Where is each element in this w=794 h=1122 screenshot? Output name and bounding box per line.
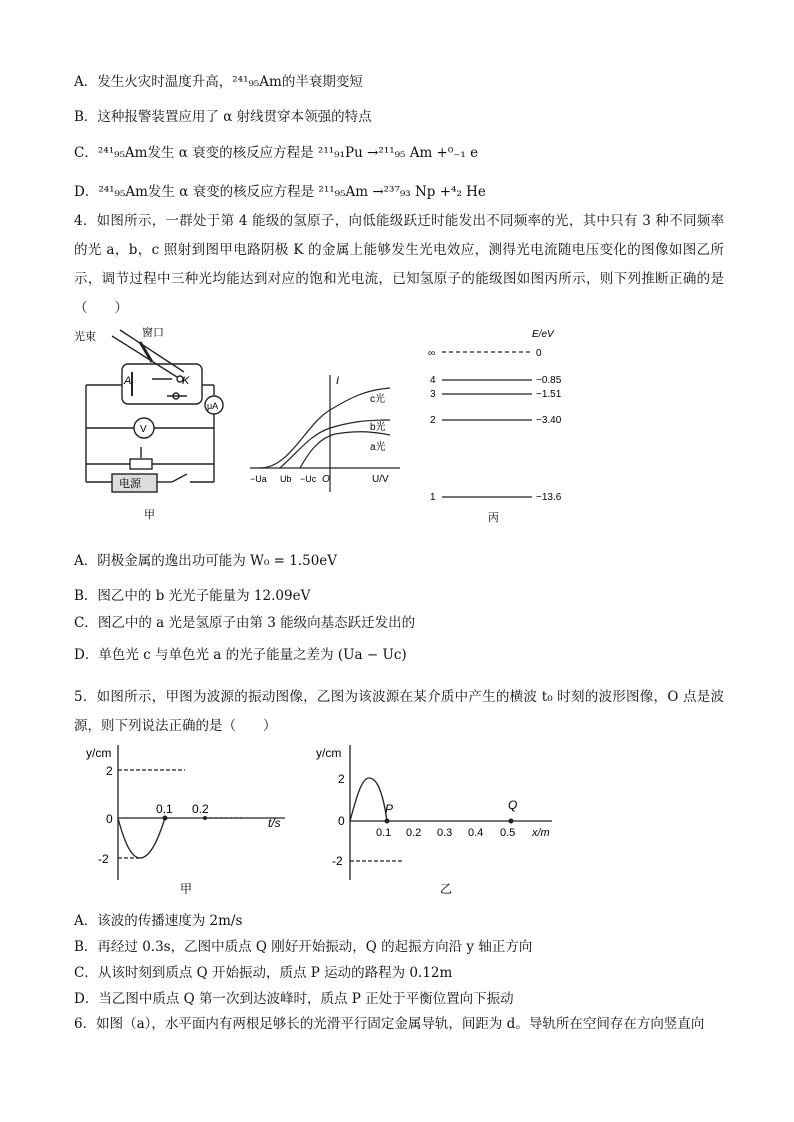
q5-yi-tick-m2: -2	[332, 854, 343, 868]
q4-origin: O	[322, 474, 330, 485]
q3-option-d[interactable]: D．²⁴¹₉₅Am发生 α 衰变的核反应方程是 ²¹¹₉₅Am →²³⁷₉₃ Np +⁴₂ He	[74, 184, 486, 200]
q5-jia-tick-01: 0.1	[156, 802, 173, 816]
q5-jia-axis-y: y/cm	[86, 746, 112, 760]
q4-energy-2: −3.40	[536, 415, 562, 426]
q5-yi-axis-x: x/m	[532, 827, 550, 839]
q5-option-a[interactable]: A．该波的传播速度为 2m/s	[74, 913, 243, 929]
q5-yi-tick-0: 0	[338, 814, 345, 828]
q4-label-c-light: c光	[370, 394, 385, 405]
q4-label-a-light: a光	[370, 442, 386, 453]
q4-label-voltmeter: V	[140, 424, 147, 435]
q4-energy-0: 0	[536, 348, 542, 359]
q5-option-c[interactable]: C．从该时刻到质点 Q 开始振动，质点 P 运动的路程为 0.12m	[74, 965, 453, 981]
q4-tick-ub: Ub	[280, 474, 292, 484]
q4-level-1: 1	[430, 492, 436, 503]
q4-label-b-light: b光	[370, 422, 386, 433]
q3-option-a[interactable]: A．发生火灾时温度升高，²⁴¹₉₅Am的半衰期变短	[74, 74, 363, 90]
q4-energy-3: −1.51	[536, 389, 562, 400]
q4-label-chuangkou: 窗口	[142, 327, 164, 339]
q5-jia-tick-m2: -2	[98, 852, 109, 866]
q4-level-inf: ∞	[428, 348, 436, 359]
q4-caption-jia: 甲	[144, 509, 155, 521]
q5-jia-tick-02: 0.2	[192, 802, 209, 816]
q4-level-2: 2	[430, 415, 436, 426]
q4-tick-ua: −Ua	[250, 474, 267, 484]
q4-label-guangshu: 光束	[74, 331, 96, 343]
q5-option-d[interactable]: D．当乙图中质点 Q 第一次到达波峰时，质点 P 正处于平衡位置向下振动	[74, 991, 514, 1007]
q4-tick-uc: −Uc	[300, 474, 317, 484]
q5-point-q: Q	[508, 798, 518, 812]
q5-yi-tick-2: 2	[338, 772, 345, 786]
q4-figure-jia-circuit	[72, 322, 242, 527]
q4-energy-1: −13.6	[536, 492, 562, 503]
q5-yi-tick-04: 0.4	[468, 827, 484, 839]
q4-label-microammeter: μA	[207, 401, 219, 411]
q4-axis-energy: E/eV	[532, 329, 554, 340]
q5-yi-axis-y: y/cm	[316, 746, 342, 760]
q6-stem: 6．如图（a），水平面内有两根足够长的光滑平行固定金属导轨，间距为 d。导轨所在空间存在方向竖直向	[74, 1016, 705, 1032]
q4-caption-bing: 丙	[488, 512, 499, 524]
q4-figure-bing-energy-levels	[420, 325, 580, 525]
q5-yi-tick-02: 0.2	[406, 827, 422, 839]
q4-option-d[interactable]: D．单色光 c 与单色光 a 的光子能量之差为 (Ua − Uc)	[74, 647, 407, 663]
q4-axis-i: I	[336, 375, 340, 387]
q4-stem: 4．如图所示，一群处于第 4 能级的氢原子，向低能级跃迁时能发出不同频率的光，其中只有 3 种不同频率的光 a，b，c 照射到图甲电路阴极 K 的金属上能够发生光电效应，测得光电流随电压变化的图像如图乙所示，调节过程中三种光均能达到对应的饱和光电流，已知氢原子的能级图如图丙所示，则下列推断正确的是（ ）	[74, 213, 724, 316]
q4-label-anode: A	[124, 375, 132, 387]
q4-option-a[interactable]: A．阴极金属的逸出功可能为 W₀ = 1.50eV	[74, 553, 338, 569]
q5-figure-jia-vibration	[80, 745, 295, 895]
q5-jia-axis-t: t/s	[268, 816, 281, 830]
q4-level-3: 3	[430, 389, 436, 400]
q4-label-dianyuan: 电源	[119, 478, 141, 490]
q3-option-b[interactable]: B．这种报警装置应用了 α 射线贯穿本领强的特点	[74, 109, 372, 125]
q4-energy-4: −0.85	[536, 375, 562, 386]
q4-label-cathode: K	[182, 375, 190, 387]
q5-yi-tick-05: 0.5	[500, 827, 516, 839]
q5-option-b[interactable]: B．再经过 0.3s，乙图中质点 Q 刚好开始振动，Q 的起振方向沿 y 轴正方向	[74, 939, 533, 955]
q5-caption-jia: 甲	[180, 882, 193, 895]
q5-yi-tick-01: 0.1	[376, 827, 392, 839]
q5-point-p: P	[385, 802, 394, 816]
q5-figure-yi-waveform	[312, 745, 572, 895]
q4-figure-yi-iu-graph	[250, 370, 410, 495]
q5-jia-tick-2: 2	[106, 764, 113, 778]
q4-level-4: 4	[430, 375, 436, 386]
q5-yi-tick-03: 0.3	[437, 827, 453, 839]
q5-stem: 5．如图所示，甲图为波源的振动图像，乙图为该波源在某介质中产生的横波 t₀ 时刻的波形图像，O 点是波源，则下列说法正确的是（ ）	[74, 689, 724, 734]
q4-option-b[interactable]: B．图乙中的 b 光光子能量为 12.09eV	[74, 588, 311, 604]
q5-jia-tick-0: 0	[106, 812, 113, 826]
q5-caption-yi: 乙	[440, 882, 453, 895]
q4-option-c[interactable]: C．图乙中的 a 光是氢原子由第 3 能级向基态跃迁发出的	[74, 615, 416, 631]
q4-axis-u: U/V	[372, 474, 389, 485]
q3-option-c[interactable]: C．²⁴¹₉₅Am发生 α 衰变的核反应方程是 ²¹¹₉₁Pu →²¹¹₉₅ Am +⁰₋₁ e	[74, 145, 479, 161]
